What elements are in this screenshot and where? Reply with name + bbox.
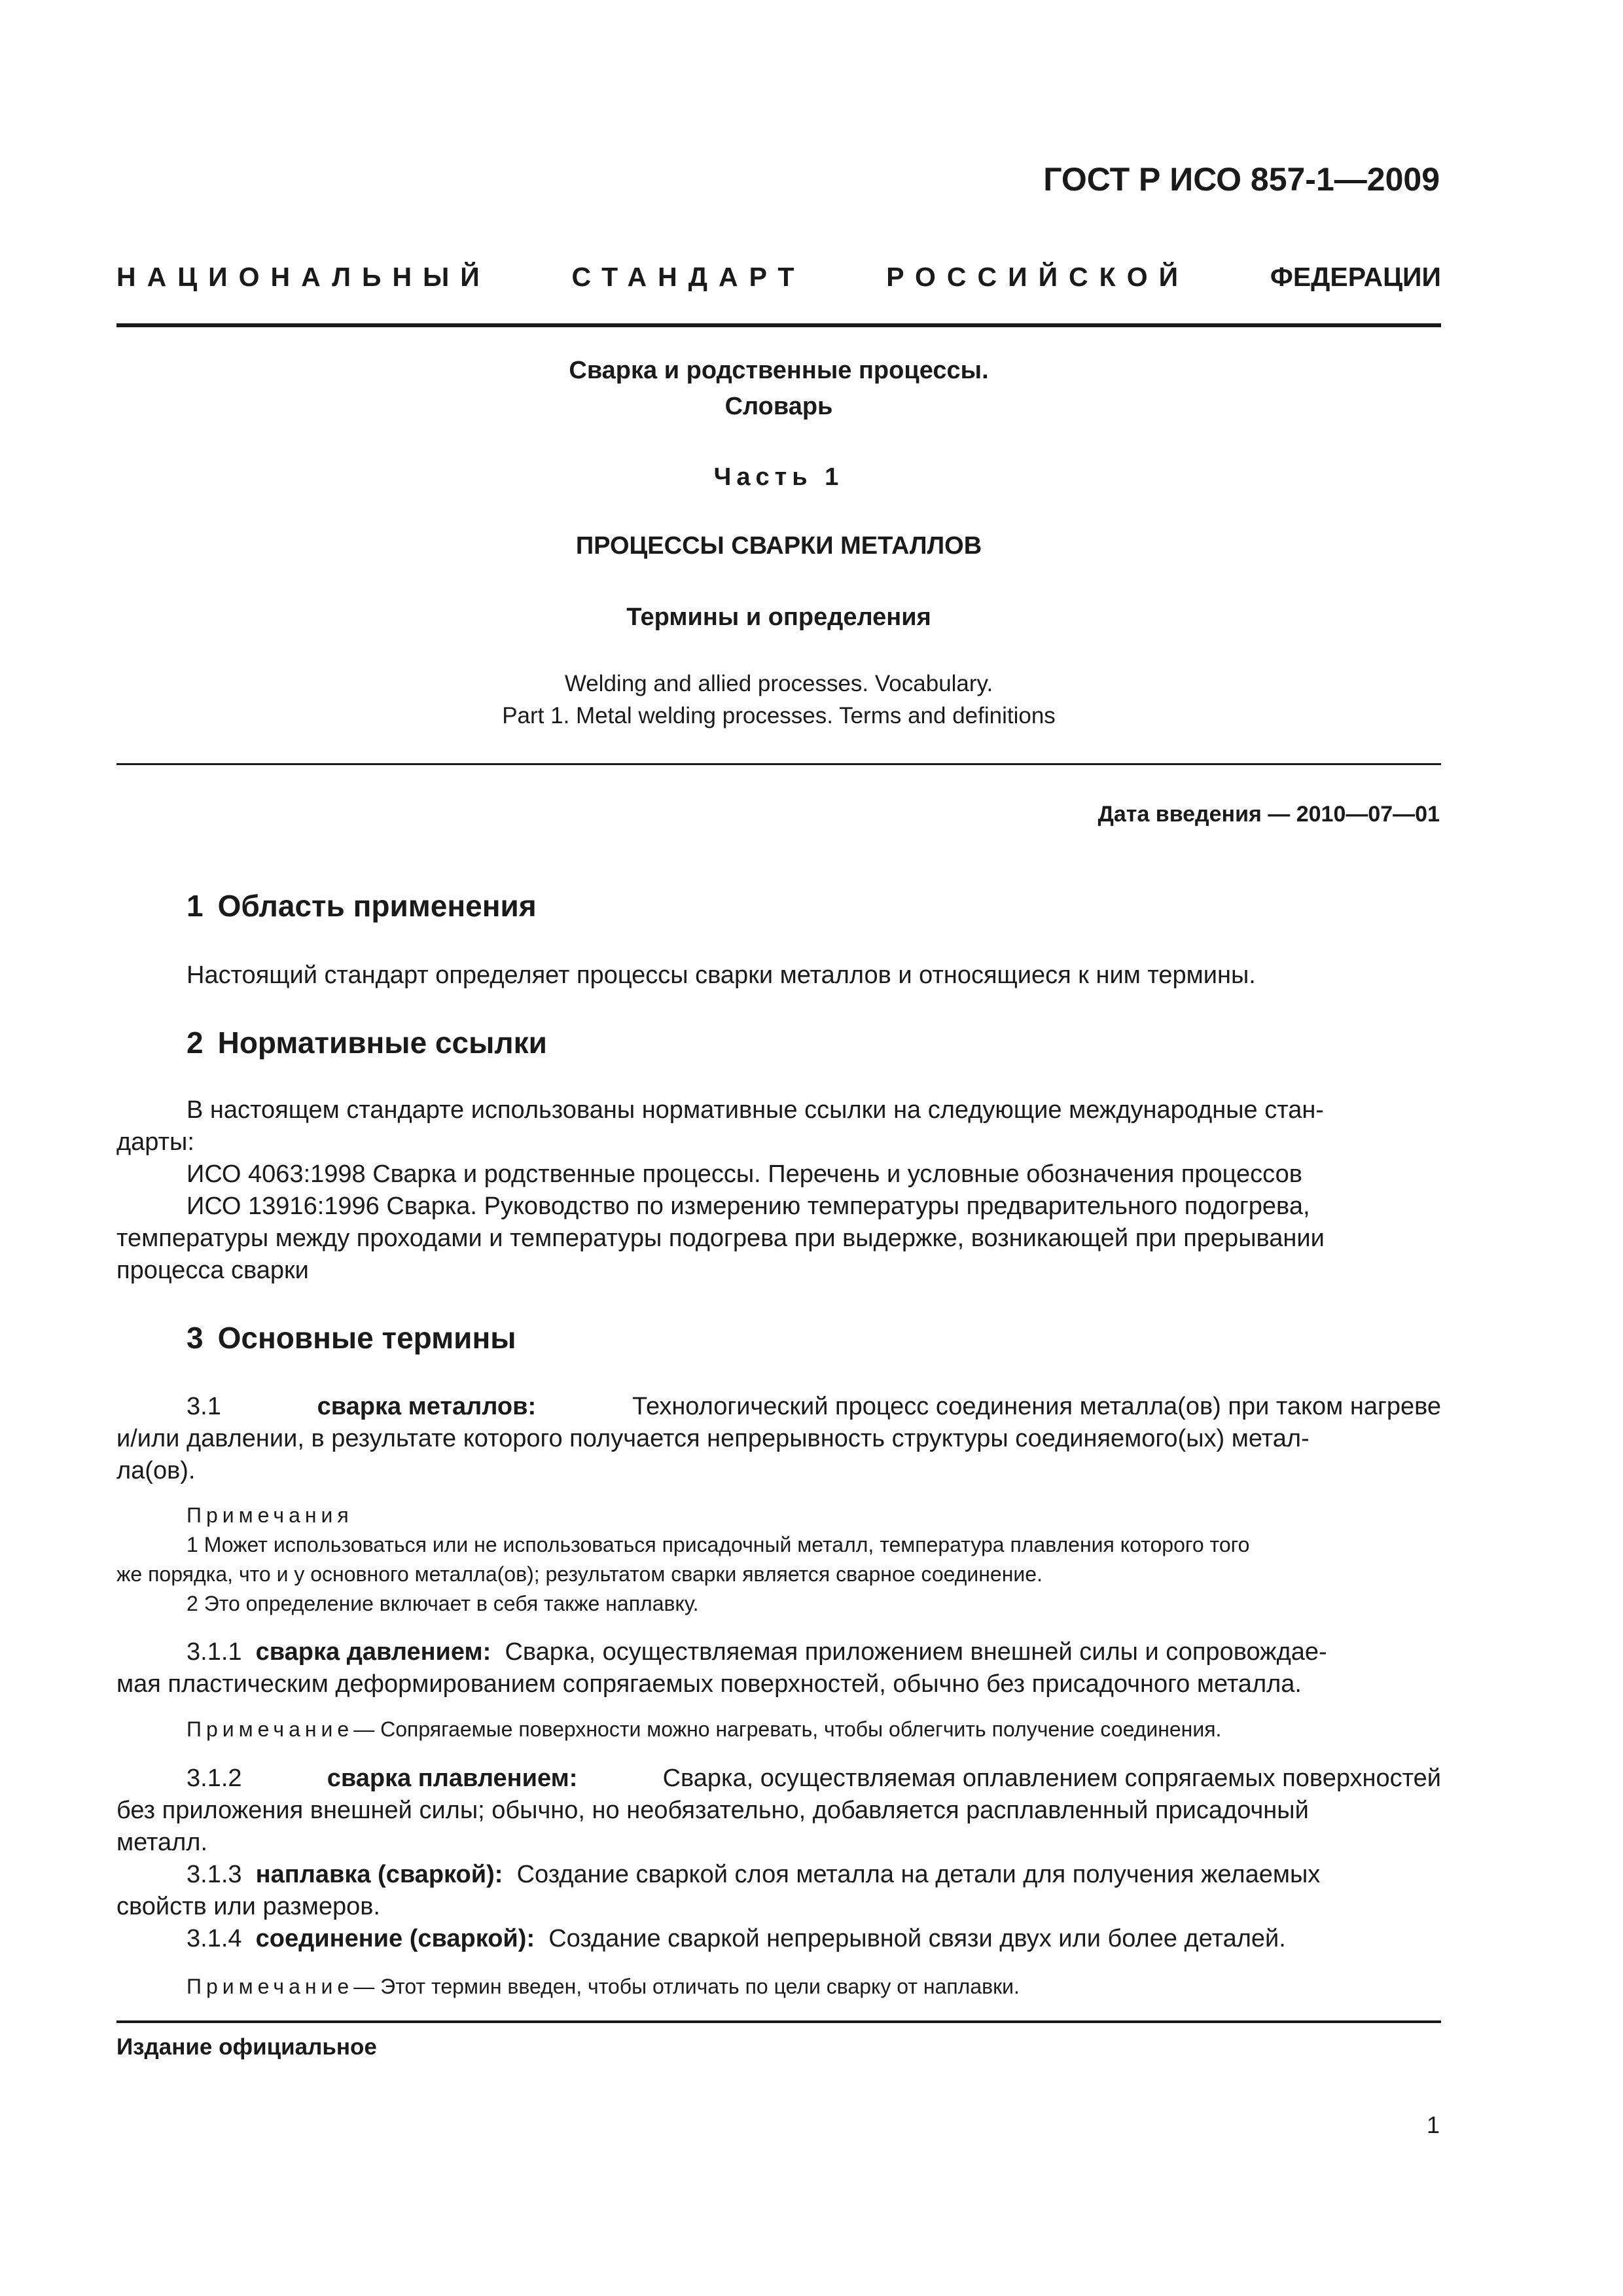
section-number: 1 [187,889,204,923]
reference-iso-13916-line-1: ИСО 13916:1996 Сварка. Руководство по измерению температуры предварительного подогрева, [187,1193,1310,1220]
note-label: Примечание [187,1717,354,1741]
national-word: НАЦИОНАЛЬНЫЙ [116,262,491,292]
section-number: 3 [187,1321,204,1355]
term-name: сварка металлов: [317,1393,537,1420]
term-name: соединение (сваркой): [255,1925,535,1952]
section-2-intro-line-2: дарты: [116,1128,194,1156]
note-2: 2 Это определение включает в себя также наплавку. [187,1592,699,1615]
term-definition: Создание сваркой непрерывной связи двух или более деталей. [548,1925,1286,1952]
national-word: ФЕДЕРАЦИИ [1270,262,1441,292]
english-title-line-2: Part 1. Metal welding processes. Terms and definitions [502,703,1056,728]
term-name: наплавка (сваркой): [255,1861,503,1888]
page-number: 1 [1426,2111,1440,2138]
official-edition-label: Издание официальное [116,2034,377,2060]
notes-title: Примечания [187,1503,353,1527]
section-3-heading [187,1320,516,1355]
term-number: 3.1 [187,1393,221,1420]
term-number: 3.1.4 [187,1925,242,1952]
title-line-1: Сварка и родственные процессы. [569,357,989,384]
section-title: Основные термины [217,1321,516,1355]
title-line-2: Словарь [724,393,833,420]
terms-heading: Термины и определения [626,603,931,631]
term-3-1-4-line-1 [187,1923,1441,1955]
term-3-1-3-line-1 [187,1859,1441,1891]
note-label: Примечание [187,1975,354,1998]
term-3-1-2-line-2: без приложения внешней силы; обычно, но необязательно, добавляется расплавленный присадочный [116,1797,1309,1824]
reference-iso-13916-line-2: температуры между проходами и температуры подогрева при выдержке, возникающей при прерывании [116,1225,1325,1252]
term-3-1-line-1 [187,1391,1441,1423]
national-word: СТАНДАРТ [571,262,806,292]
note-3-1-1 [187,1715,1441,1744]
english-title-line-1: Welding and allied processes. Vocabulary. [564,671,993,696]
term-name: сварка давлением: [255,1638,491,1666]
part-heading: Часть 1 [713,463,844,491]
term-definition: Сварка, осуществляемая оплавлением сопрягаемых поверхностей [662,1765,1441,1792]
term-3-1-line-3: ла(ов). [116,1457,196,1484]
reference-iso-13916-line-3: процесса сварки [116,1257,309,1284]
term-number: 3.1.1 [187,1638,242,1666]
note-text: — Сопрягаемые поверхности можно нагревать, чтобы облегчить получение соединения. [353,1717,1222,1741]
note-1-line-1: 1 Может использоваться или не использоваться присадочный металл, температура плавления которого того [187,1533,1250,1556]
section-number: 2 [187,1026,204,1060]
section-2-intro-line-1: В настоящем стандарте использованы нормативные ссылки на следующие международные стан- [187,1096,1324,1124]
term-3-1-line-2: и/или давлении, в результате которого получается непрерывность структуры соединяемого(ых) метал- [116,1425,1310,1452]
header-rule [116,323,1441,327]
term-3-1-1-line-1 [187,1636,1441,1668]
term-3-1-2-line-3: металл. [116,1829,208,1856]
section-2-heading [187,1025,547,1060]
footer-rule [116,2020,1441,2023]
section-title: Нормативные ссылки [217,1026,547,1060]
note-3-1-4 [187,1972,1441,2001]
subject-heading: ПРОЦЕССЫ СВАРКИ МЕТАЛЛОВ [575,532,982,560]
term-3-1-3-line-2: свойств или размеров. [116,1893,380,1920]
reference-iso-4063: ИСО 4063:1998 Сварка и родственные процессы. Перечень и условные обозначения процессов [187,1160,1302,1188]
national-standard-heading [116,262,1441,293]
term-name: сварка плавлением: [327,1765,578,1792]
section-1-heading [187,888,537,924]
term-number: 3.1.3 [187,1861,242,1888]
term-number: 3.1.2 [187,1765,242,1792]
introduction-date: Дата введения — 2010—07—01 [1097,802,1440,827]
term-3-1-1-line-2: мая пластическим деформированием сопрягаемых поверхностей, обычно без присадочного металла. [116,1670,1302,1698]
term-definition: Сварка, осуществляемая приложением внешней силы и сопровождае- [505,1638,1327,1666]
note-1-line-2: же порядка, что и у основного металла(ов); результатом сварки является сварное соединение. [116,1562,1043,1586]
section-title: Область применения [217,889,537,923]
national-word: РОССИЙСКОЙ [886,262,1190,292]
standard-number: ГОСТ Р ИСО 857-1—2009 [1043,161,1440,198]
note-text: — Этот термин введен, чтобы отличать по цели сварку от наплавки. [353,1975,1020,1998]
section-1-text: Настоящий стандарт определяет процессы сварки металлов и относящиеся к ним термины. [187,961,1256,989]
term-3-1-2-line-1 [187,1763,1441,1795]
term-definition: Создание сваркой слоя металла на детали для получения желаемых [516,1861,1321,1888]
title-rule [116,763,1441,765]
term-definition: Технологический процесс соединения металла(ов) при таком нагреве [632,1393,1441,1420]
